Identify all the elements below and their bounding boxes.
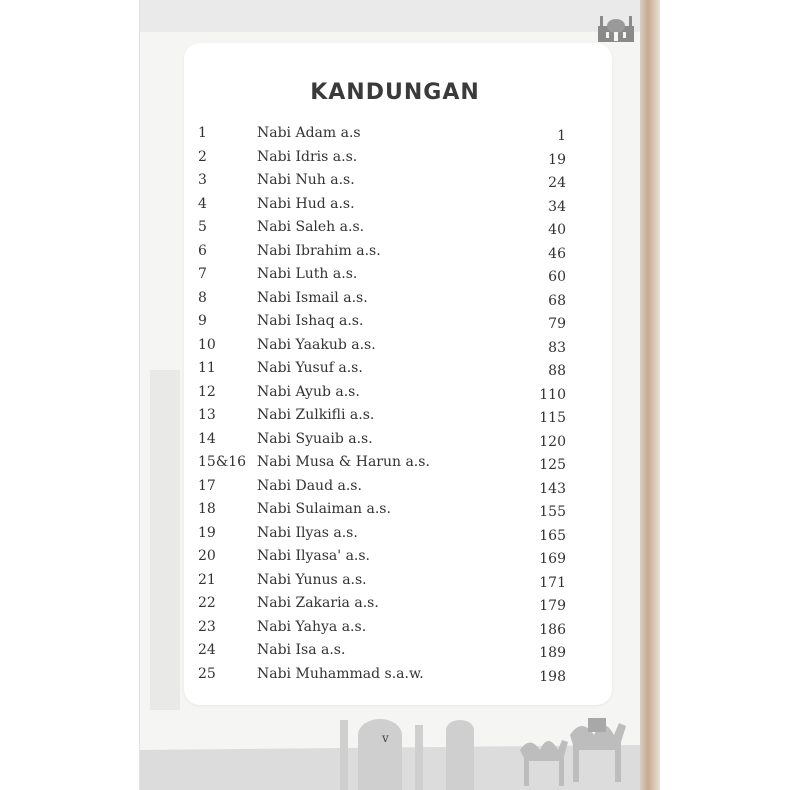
toc-chapter-number: 20 — [198, 548, 216, 564]
toc-chapter-title: Nabi Yusuf a.s. — [257, 360, 363, 376]
toc-chapter-number: 7 — [198, 266, 207, 282]
toc-row — [0, 337, 790, 359]
toc-chapter-number: 12 — [198, 383, 216, 400]
toc-chapter-number: 15&16 — [198, 454, 247, 470]
toc-chapter-title: Nabi Daud a.s. — [257, 477, 362, 494]
toc-chapter-number: 17 — [198, 477, 216, 494]
toc-chapter-title: Nabi Yunus a.s. — [257, 571, 367, 588]
toc-row — [0, 196, 790, 218]
toc-row — [0, 313, 790, 335]
toc-row — [0, 642, 790, 664]
toc-chapter-title: Nabi Hud a.s. — [257, 195, 355, 212]
toc-row — [0, 548, 790, 570]
toc-row — [0, 266, 790, 288]
toc-chapter-number: 19 — [198, 524, 216, 541]
toc-page-number: 125 — [539, 457, 566, 473]
toc-chapter-number: 3 — [198, 172, 207, 188]
toc-page-number: 171 — [539, 574, 566, 591]
toc-page-number: 189 — [539, 645, 566, 661]
toc-row — [0, 149, 790, 171]
toc-chapter-title: Nabi Yahya a.s. — [257, 618, 367, 635]
page-title: KANDUNGAN — [310, 80, 480, 105]
toc-chapter-number: 8 — [198, 289, 207, 306]
toc-chapter-number: 9 — [198, 313, 207, 329]
toc-chapter-title: Nabi Sulaiman a.s. — [257, 501, 391, 517]
toc-row — [0, 219, 790, 241]
toc-row — [0, 572, 790, 594]
toc-chapter-title: Nabi Idris a.s. — [257, 148, 358, 165]
toc-chapter-number: 25 — [198, 665, 216, 682]
toc-row — [0, 666, 790, 688]
toc-page-number: 155 — [539, 504, 566, 520]
toc-page-number: 24 — [548, 175, 566, 191]
toc-row — [0, 454, 790, 476]
toc-chapter-number: 6 — [198, 242, 207, 259]
mosque-icon — [596, 12, 636, 44]
page-top-band — [140, 0, 640, 32]
toc-chapter-title: Nabi Ilyas a.s. — [257, 524, 358, 541]
toc-page-number: 79 — [548, 316, 566, 332]
toc-row — [0, 125, 790, 147]
toc-page-number: 68 — [548, 292, 566, 309]
toc-chapter-title: Nabi Adam a.s — [257, 125, 361, 141]
toc-chapter-number: 24 — [198, 642, 216, 658]
toc-page-number: 19 — [548, 151, 566, 168]
toc-row — [0, 384, 790, 406]
toc-chapter-title: Nabi Ilyasa' a.s. — [257, 548, 371, 564]
toc-row — [0, 290, 790, 312]
toc-chapter-title: Nabi Musa & Harun a.s. — [257, 454, 430, 470]
page-number: v — [382, 731, 389, 745]
toc-row — [0, 407, 790, 429]
toc-row — [0, 360, 790, 382]
toc-chapter-number: 14 — [198, 430, 216, 447]
toc-page-number: 60 — [548, 269, 566, 285]
toc-row — [0, 595, 790, 617]
toc-chapter-title: Nabi Ibrahim a.s. — [257, 242, 381, 259]
toc-chapter-title: Nabi Saleh a.s. — [257, 219, 365, 235]
toc-row — [0, 243, 790, 265]
toc-page-number: 40 — [548, 222, 566, 238]
toc-chapter-title: Nabi Isa a.s. — [257, 642, 346, 658]
toc-chapter-number: 5 — [198, 219, 207, 235]
toc-page-number: 110 — [539, 386, 566, 403]
toc-page-number: 120 — [539, 433, 566, 450]
toc-chapter-title: Nabi Ayub a.s. — [257, 383, 360, 400]
toc-chapter-title: Nabi Zakaria a.s. — [257, 595, 379, 611]
toc-row — [0, 619, 790, 641]
toc-row — [0, 501, 790, 523]
toc-chapter-title: Nabi Zulkifli a.s. — [257, 407, 375, 423]
toc-page-number: 198 — [539, 668, 566, 685]
toc-chapter-title: Nabi Ismail a.s. — [257, 289, 368, 306]
mosque-skyline-illustration — [140, 690, 640, 790]
toc-chapter-title: Nabi Nuh a.s. — [257, 172, 355, 188]
toc-chapter-number: 4 — [198, 195, 207, 212]
toc-page-number: 34 — [548, 198, 566, 215]
toc-chapter-number: 18 — [198, 501, 216, 517]
toc-page-number: 46 — [548, 245, 566, 262]
toc-page-number: 88 — [548, 363, 566, 379]
toc-page-number: 186 — [539, 621, 566, 638]
toc-chapter-number: 23 — [198, 618, 216, 635]
toc-chapter-title: Nabi Ishaq a.s. — [257, 313, 364, 329]
toc-page-number: 169 — [539, 551, 566, 567]
toc-chapter-title: Nabi Muhammad s.a.w. — [257, 665, 424, 682]
toc-chapter-title: Nabi Syuaib a.s. — [257, 430, 373, 447]
toc-chapter-title: Nabi Luth a.s. — [257, 266, 358, 282]
toc-row — [0, 172, 790, 194]
toc-page-number: 115 — [539, 410, 566, 426]
toc-chapter-number: 1 — [198, 125, 207, 141]
toc-page-number: 165 — [539, 527, 566, 544]
toc-chapter-title: Nabi Yaakub a.s. — [257, 336, 376, 353]
toc-row — [0, 431, 790, 453]
toc-page-number: 1 — [557, 128, 566, 144]
toc-row — [0, 478, 790, 500]
toc-page-number: 83 — [548, 339, 566, 356]
toc-chapter-number: 22 — [198, 595, 216, 611]
toc-chapter-number: 21 — [198, 571, 216, 588]
toc-chapter-number: 11 — [198, 360, 216, 376]
toc-page-number: 179 — [539, 598, 566, 614]
toc-row — [0, 525, 790, 547]
toc-chapter-number: 2 — [198, 148, 207, 165]
toc-chapter-number: 13 — [198, 407, 216, 423]
toc-chapter-number: 10 — [198, 336, 216, 353]
toc-page-number: 143 — [539, 480, 566, 497]
